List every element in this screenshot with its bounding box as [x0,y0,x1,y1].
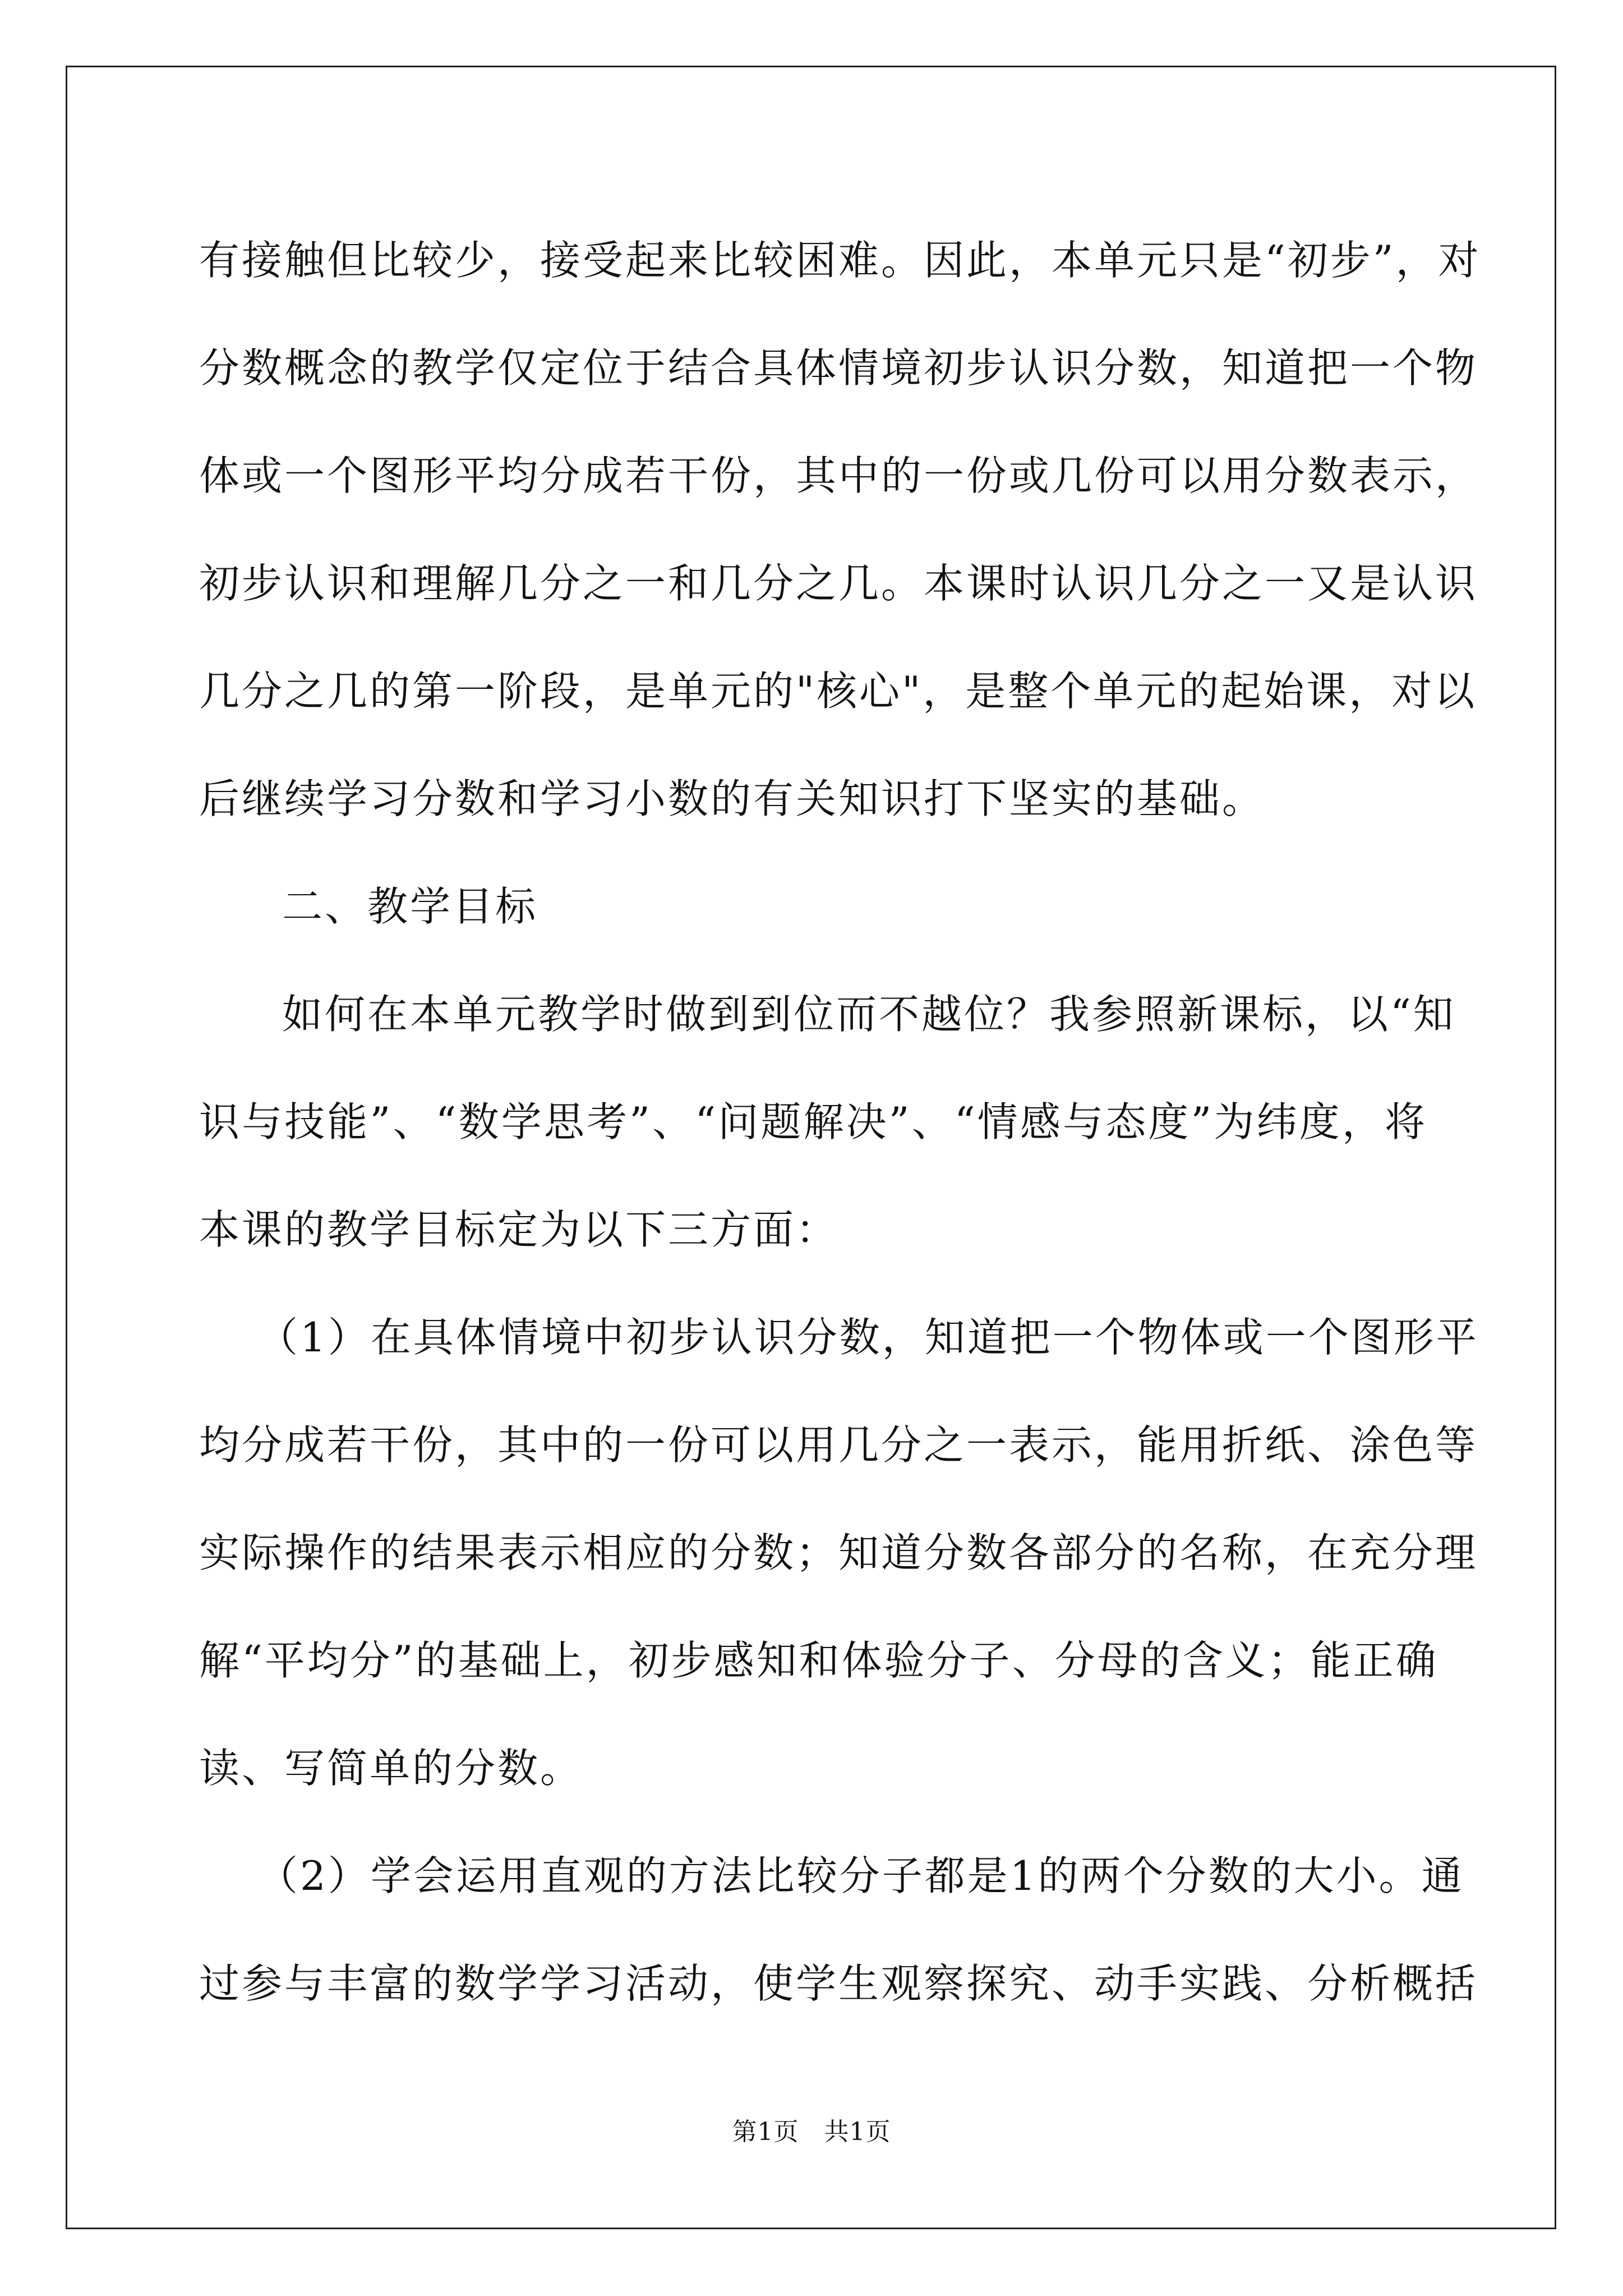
text-line-16: （2）学会运用直观的方法比较分子都是1的两个分数的大小。通 [257,1852,1464,1899]
text-line-3: 体或一个图形平均分成若干份，其中的一份或几份可以用分数表示， [199,452,1478,499]
text-line-10: 本课的教学目标定为以下三方面： [199,1206,839,1253]
text-line-15: 读、写简单的分数。 [199,1745,583,1792]
text-line-8: 如何在本单元教学时做到到位而不越位？我参照新课标，以“知 [282,991,1456,1038]
text-line-2: 分数概念的教学仅定位于结合具体情境初步认识分数，知道把一个物 [199,344,1478,392]
text-line-6: 后继续学习分数和学习小数的有关知识打下坚实的基础。 [199,775,1265,822]
text-line-4: 初步认识和理解几分之一和几分之几。本课时认识几分之一又是认识 [199,560,1478,607]
text-line-1: 有接触但比较少，接受起来比较困难。因此，本单元只是“初步”，对 [199,237,1481,284]
text-line-17: 过参与丰富的数学学习活动，使学生观察探究、动手实践、分析概括 [199,1960,1478,2007]
text-line-12: 均分成若干份，其中的一份可以用几分之一表示，能用折纸、涂色等 [199,1421,1478,1469]
document-body [199,206,1481,2037]
text-line-5: 几分之几的第一阶段，是单元的"核心"，是整个单元的起始课，对以 [199,668,1477,715]
text-line-13: 实际操作的结果表示相应的分数；知道分数各部分的名称，在充分理 [199,1529,1478,1576]
text-line-9: 识与技能”、“数学思考”、“问题解决”、“情感与态度”为纬度，将 [199,1098,1427,1145]
section-heading: 二、教学目标 [282,883,538,930]
text-line-11: （1）在具体情境中初步认识分数，知道把一个物体或一个图形平 [257,1314,1479,1361]
page-footer: 第1页 共1页 [732,2118,891,2146]
text-line-14: 解“平均分”的基础上，初步感知和体验分子、分母的含义；能正确 [199,1637,1438,1684]
